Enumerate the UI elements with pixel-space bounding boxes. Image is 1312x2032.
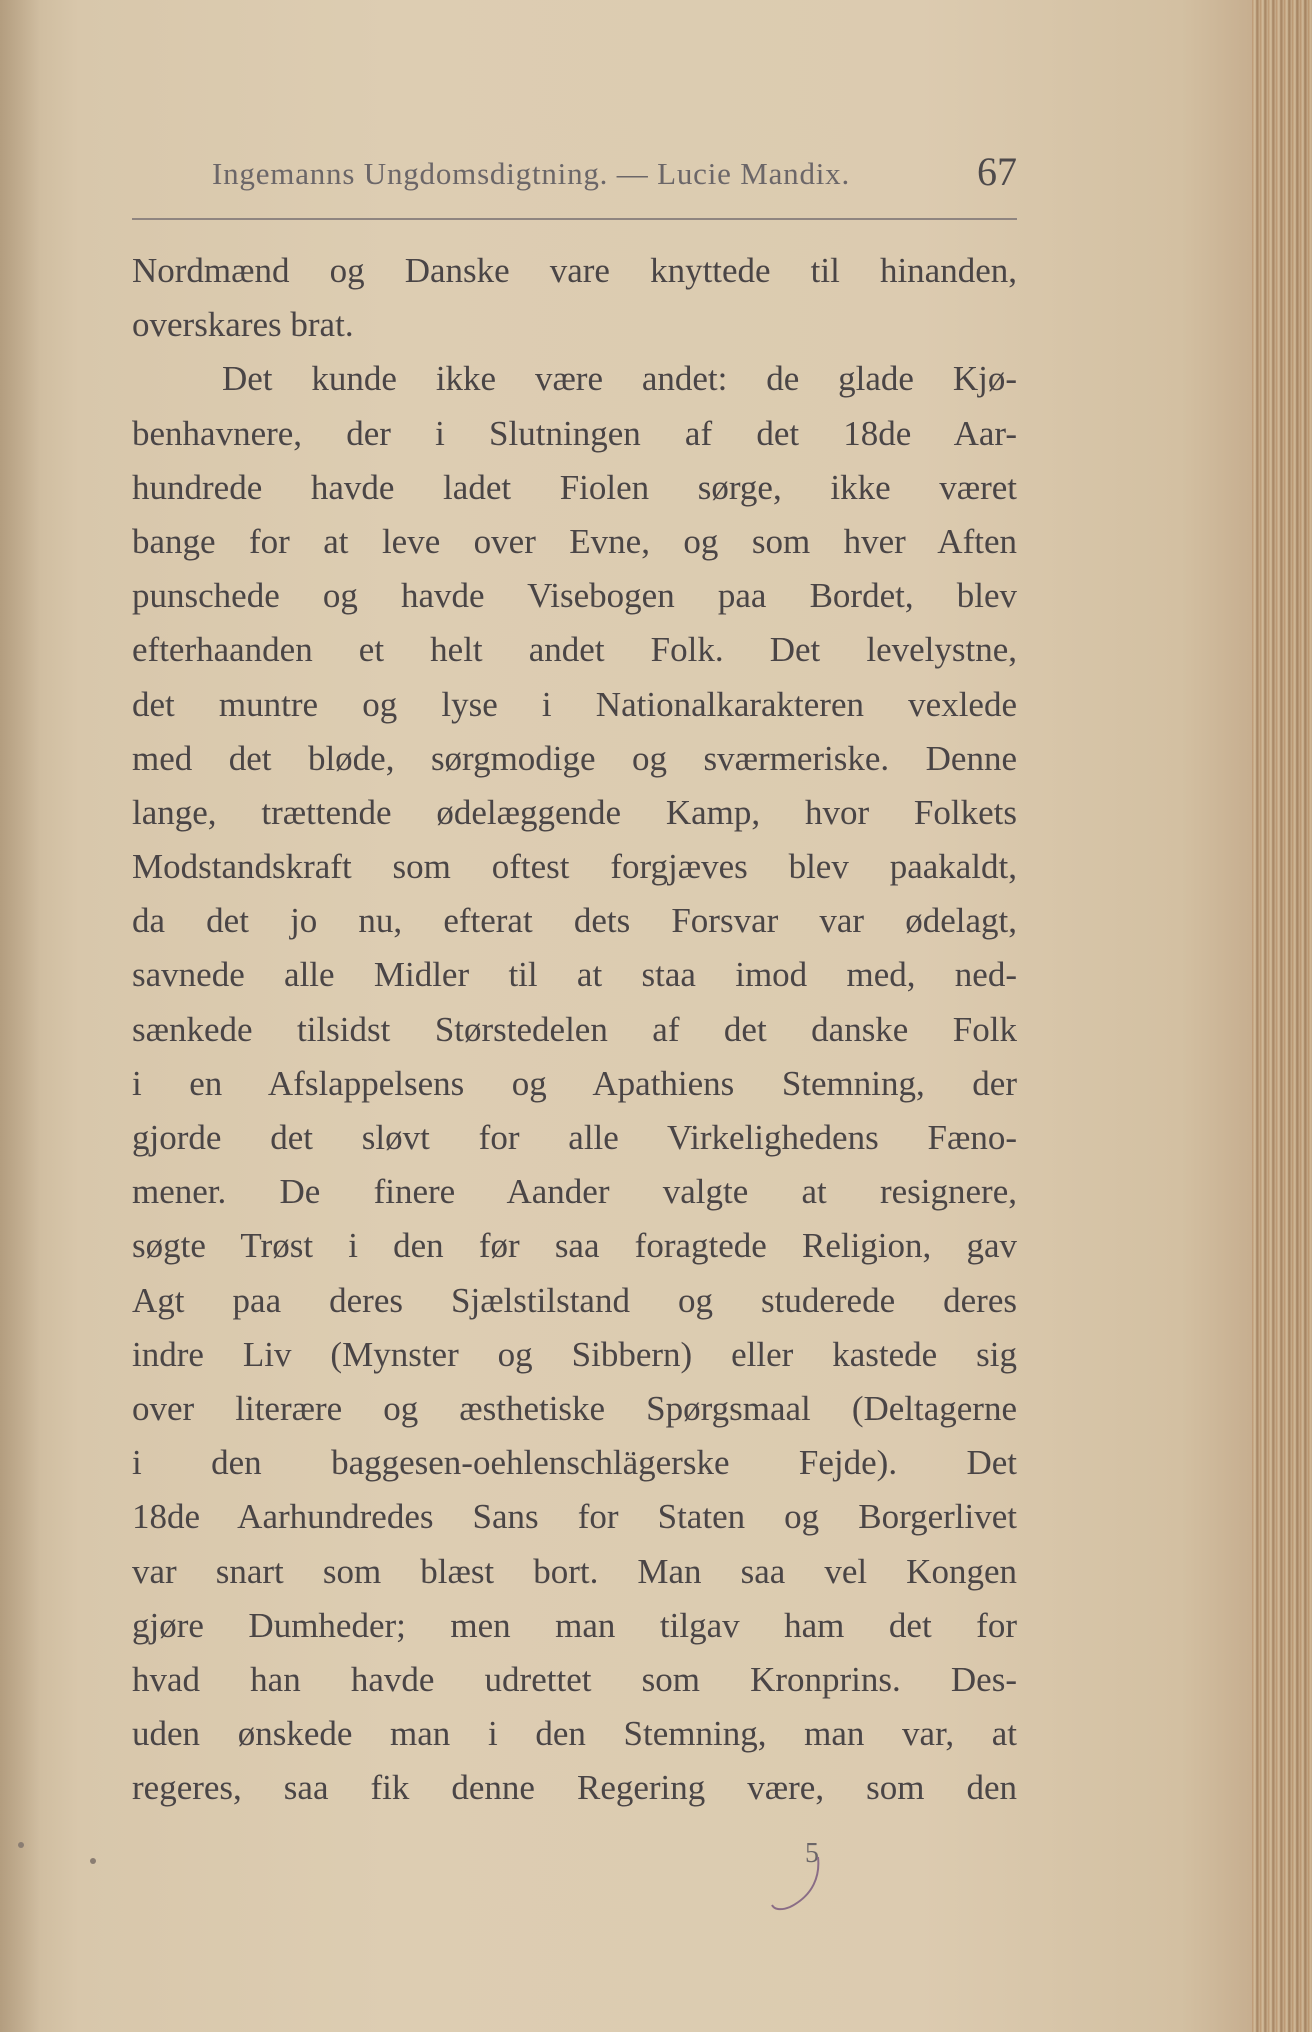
margin-dot (18, 1842, 24, 1848)
signature-mark: 5 (805, 1838, 819, 1869)
text-line: hvad han havde udrettet som Kronprins. Des- (132, 1659, 1017, 1699)
text-line: Agt paa deres Sjælstilstand og studerede deres (132, 1280, 1017, 1320)
text-line: lange, trættende ødelæggende Kamp, hvor Folkets (132, 792, 1017, 832)
text-line: over literære og æsthetiske Spørgsmaal (Deltagerne (132, 1388, 1017, 1428)
body-text (132, 244, 1017, 1815)
text-line: Nordmænd og Danske vare knyttede til hinanden, (132, 251, 1017, 290)
page-number: 67 (977, 149, 1017, 194)
gutter-shadow (0, 0, 40, 2032)
text-line: 18de Aarhundredes Sans for Staten og Borgerlivet (132, 1497, 1017, 1537)
text-line: punschede og havde Visebogen paa Bordet, blev (132, 576, 1017, 616)
text-line: benhavnere, der i Slutningen af det 18de Aar- (132, 413, 1017, 453)
header-rule (132, 218, 1017, 220)
text-line: mener. De finere Aander valgte at resignere, (132, 1172, 1017, 1212)
running-title: Ingemanns Ungdomsdigtning. — Lucie Mandix. (212, 156, 851, 191)
text-line: var snart som blæst bort. Man saa vel Kongen (132, 1551, 1017, 1591)
text-line: med det bløde, sørgmodige og sværmeriske. Denne (132, 738, 1017, 778)
text-line: gjorde det sløvt for alle Virkelighedens Fæno- (132, 1118, 1017, 1157)
text-line: sænkede tilsidst Størstedelen af det danske Folk (132, 1009, 1017, 1049)
text-line: regeres, saa fik denne Regering være, som den (132, 1768, 1017, 1808)
margin-dot (90, 1858, 96, 1864)
text-line: savnede alle Midler til at staa imod med, ned- (132, 955, 1017, 995)
text-line: søgte Trøst i den før saa foragtede Religion, gav (132, 1226, 1017, 1266)
text-line: i den baggesen-oehlenschlägerske Fejde). Det (132, 1443, 1017, 1483)
text-line: Modstandskraft som oftest forgjæves blev paakaldt, (132, 847, 1017, 887)
page-edge (1252, 0, 1312, 2032)
page-header (132, 148, 1017, 198)
text-line: hundrede havde ladet Fiolen sørge, ikke været (132, 467, 1017, 507)
text-line: indre Liv (Mynster og Sibbern) eller kastede sig (132, 1334, 1017, 1374)
text-line: det muntre og lyse i Nationalkarakteren vexlede (132, 684, 1017, 724)
text-line: i en Afslappelsens og Apathiens Stemning, der (132, 1063, 1017, 1103)
text-line: Det kunde ikke være andet: de glade Kjø- (222, 359, 1017, 399)
text-line: bange for at leve over Evne, og som hver Aften (132, 521, 1017, 561)
text-line: da det jo nu, efterat dets Forsvar var ødelagt, (132, 901, 1017, 941)
pencil-mark (770, 1855, 830, 1915)
text-line: overskares brat. (132, 305, 354, 345)
text-line: uden ønskede man i den Stemning, man var, at (132, 1714, 1017, 1754)
text-line: efterhaanden et helt andet Folk. Det levelystne, (132, 630, 1017, 670)
text-line: gjøre Dumheder; men man tilgav ham det for (132, 1605, 1017, 1645)
